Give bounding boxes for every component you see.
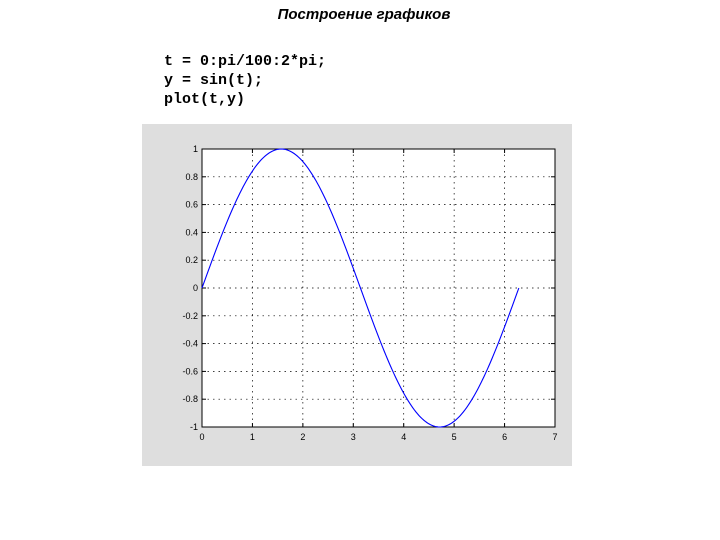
x-tick-label: 4	[401, 432, 407, 442]
y-tick-label: -0.6	[182, 366, 198, 377]
y-tick-label: 0	[192, 283, 198, 293]
y-tick-label: -0.4	[182, 338, 198, 349]
y-tick-label: -0.2	[182, 310, 198, 321]
y-tick-label: 0.8	[185, 171, 198, 182]
y-tick-label: 0.4	[185, 227, 198, 238]
figure-panel	[142, 124, 572, 466]
code-block	[164, 52, 326, 109]
y-tick-label: 0.6	[185, 199, 198, 210]
y-tick-label: 1	[192, 144, 198, 154]
code-line: plot(t,y)	[164, 91, 246, 108]
sine-plot	[142, 124, 572, 466]
code-line: t = 0:pi/100:2*pi;	[164, 53, 327, 70]
x-tick-label: 5	[451, 432, 457, 442]
y-tick-label: -1	[189, 422, 198, 432]
slide-title: Построение графиков	[277, 6, 451, 23]
x-tick-label: 0	[199, 432, 205, 442]
x-tick-label: 7	[552, 432, 558, 442]
y-tick-label: 0.2	[185, 255, 198, 266]
x-tick-label: 2	[300, 432, 306, 442]
x-tick-label: 3	[350, 432, 356, 442]
x-tick-label: 1	[249, 432, 255, 442]
y-tick-label: -0.8	[182, 394, 198, 405]
x-tick-label: 6	[502, 432, 508, 442]
code-line: y = sin(t);	[164, 72, 264, 89]
